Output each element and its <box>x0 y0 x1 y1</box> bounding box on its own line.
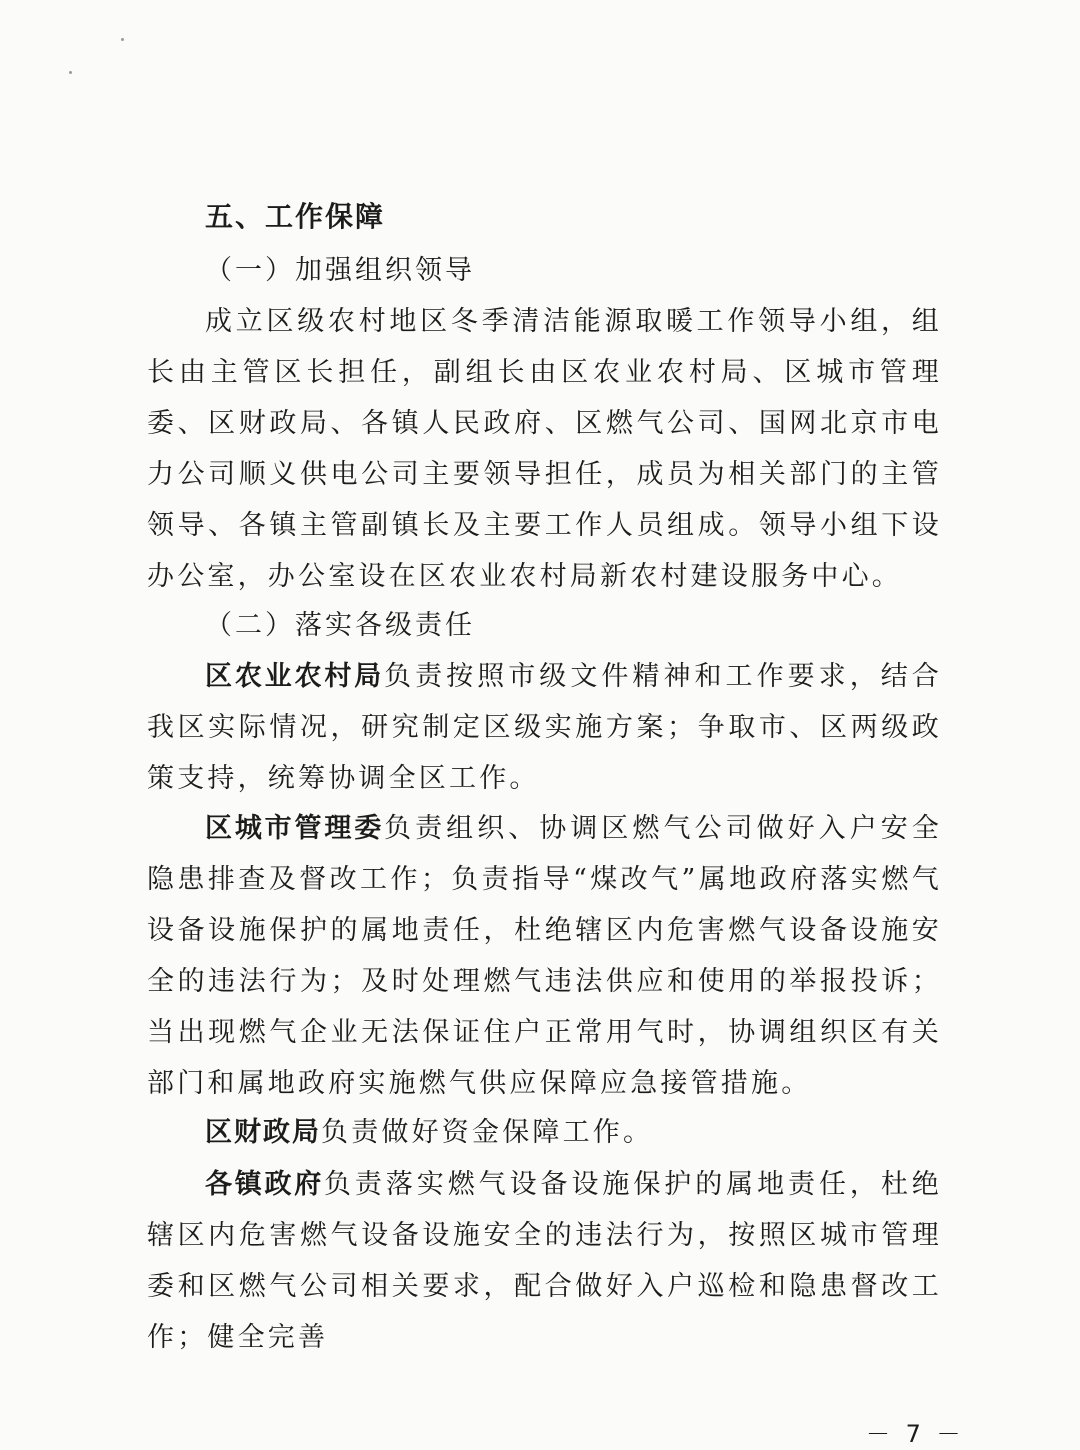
paragraph-agriculture-bureau <box>147 651 942 804</box>
section-heading: 五、工作保障 <box>205 200 386 233</box>
paragraph-text: 负责落实燃气设备设施保护的属地责任，杜绝辖区内危害燃气设备设施安全的违法行为，按照区城市管理委和区燃气公司相关要求，配合做好入户巡检和隐患督改工作；健全完善 <box>147 1169 943 1353</box>
paragraph-lead: 区财政局 <box>205 1117 321 1148</box>
paragraph-lead: 区农业农村局 <box>205 661 385 692</box>
page-number: － 7 － <box>866 1420 965 1448</box>
paragraph-text: 成立区级农村地区冬季清洁能源取暖工作领导小组，组长由主管区长担任，副组长由区农业农村局、区城市管理委、区财政局、各镇人民政府、区燃气公司、国网北京市电力公司顺义供电公司主要领导担任，成员为相关部门的主管领导、各镇主管副镇长及主要工作人员组成。领导小组下设办公室，办公室设在区农业农村局新农村建设服务中心。 <box>147 306 942 592</box>
paragraph-text: 负责组织、协调区燃气公司做好入户安全隐患排查及督改工作；负责指导“煤改气”属地政府落实燃气设备设施保护的属地责任，杜绝辖区内危害燃气设备设施安全的违法行为；及时处理燃气违法供应和使用的举报投诉；当出现燃气企业无法保证住户正常用气时，协调组织区有关部门和属地政府实施燃气供应保障应急接管措施。 <box>147 813 942 1099</box>
subsection-title-1: （一）加强组织领导 <box>205 255 475 286</box>
paragraph-text: 负责做好资金保障工作。 <box>321 1117 654 1148</box>
paragraph-finance-bureau <box>147 1107 942 1158</box>
subsection-title-2: （二）落实各级责任 <box>205 610 475 641</box>
paragraph-lead: 各镇政府 <box>205 1169 324 1200</box>
paragraph-town-governments <box>147 1159 942 1363</box>
paragraph-text: 负责按照市级文件精神和工作要求，结合我区实际情况，研究制定区级实施方案；争取市、区两级政策支持，统筹协调全区工作。 <box>147 661 942 794</box>
paragraph-leadership-group <box>147 296 942 602</box>
scan-speck <box>69 71 72 74</box>
paragraph-lead: 区城市管理委 <box>205 813 385 844</box>
scan-speck <box>121 38 124 41</box>
paragraph-urban-management <box>147 803 942 1109</box>
